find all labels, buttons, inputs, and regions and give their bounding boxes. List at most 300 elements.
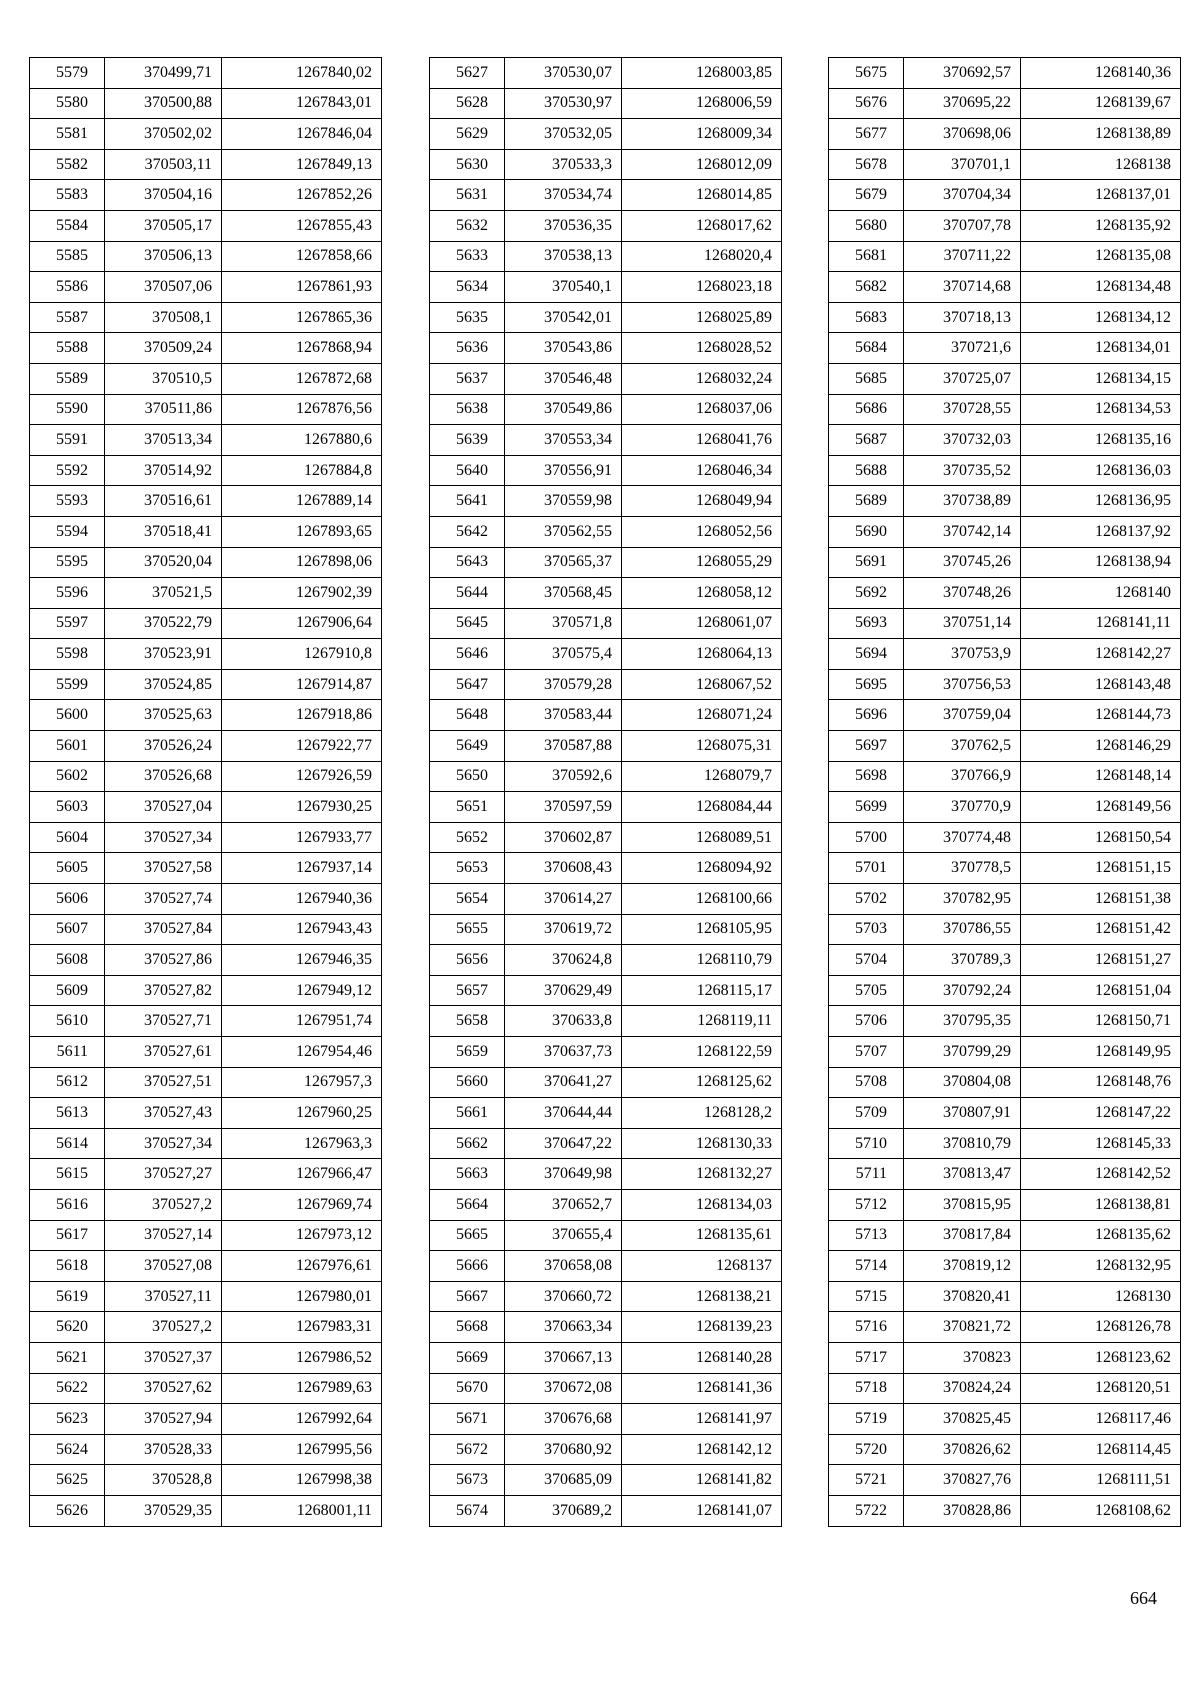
table-row — [829, 486, 1181, 517]
y-coordinate-cell: 1268014,85 — [622, 180, 782, 211]
table-row — [30, 425, 382, 456]
point-number-cell: 5623 — [30, 1404, 105, 1435]
table-row — [30, 1373, 382, 1404]
x-coordinate-cell: 370527,2 — [105, 1189, 222, 1220]
table-row — [430, 1342, 782, 1373]
x-coordinate-cell: 370527,34 — [105, 822, 222, 853]
point-number-cell: 5675 — [829, 58, 904, 89]
table-row — [30, 486, 382, 517]
point-number-cell: 5614 — [30, 1128, 105, 1159]
point-number-cell: 5678 — [829, 149, 904, 180]
point-number-cell: 5606 — [30, 884, 105, 915]
point-number-cell: 5636 — [430, 333, 505, 364]
y-coordinate-cell: 1267989,63 — [222, 1373, 382, 1404]
y-coordinate-cell: 1268146,29 — [1021, 731, 1181, 762]
x-coordinate-cell: 370524,85 — [105, 669, 222, 700]
point-number-cell: 5649 — [430, 731, 505, 762]
y-coordinate-cell: 1268134,48 — [1021, 272, 1181, 303]
table-row — [430, 669, 782, 700]
table-row — [30, 884, 382, 915]
y-coordinate-cell: 1268122,59 — [622, 1037, 782, 1068]
table-row — [430, 1251, 782, 1282]
point-number-cell: 5670 — [430, 1373, 505, 1404]
y-coordinate-cell: 1268136,03 — [1021, 455, 1181, 486]
x-coordinate-cell: 370778,5 — [904, 853, 1021, 884]
point-number-cell: 5645 — [430, 608, 505, 639]
y-coordinate-cell: 1268138,89 — [1021, 119, 1181, 150]
x-coordinate-cell: 370549,86 — [505, 394, 622, 425]
y-coordinate-cell: 1268135,08 — [1021, 241, 1181, 272]
point-number-cell: 5704 — [829, 945, 904, 976]
table-row — [430, 1006, 782, 1037]
y-coordinate-cell: 1268075,31 — [622, 731, 782, 762]
table-row — [30, 363, 382, 394]
point-number-cell: 5592 — [30, 455, 105, 486]
point-number-cell: 5626 — [30, 1495, 105, 1526]
y-coordinate-cell: 1267868,94 — [222, 333, 382, 364]
x-coordinate-cell: 370624,8 — [505, 945, 622, 976]
x-coordinate-cell: 370792,24 — [904, 975, 1021, 1006]
x-coordinate-cell: 370529,35 — [105, 1495, 222, 1526]
x-coordinate-cell: 370663,34 — [505, 1312, 622, 1343]
point-number-cell: 5630 — [430, 149, 505, 180]
table-row — [430, 58, 782, 89]
y-coordinate-cell: 1268111,51 — [1021, 1465, 1181, 1496]
x-coordinate-cell: 370644,44 — [505, 1098, 622, 1129]
x-coordinate-cell: 370513,34 — [105, 425, 222, 456]
table-row — [30, 639, 382, 670]
y-coordinate-cell: 1268145,33 — [1021, 1128, 1181, 1159]
y-coordinate-cell: 1268130 — [1021, 1281, 1181, 1312]
point-number-cell: 5597 — [30, 608, 105, 639]
point-number-cell: 5585 — [30, 241, 105, 272]
table-row — [829, 1098, 1181, 1129]
x-coordinate-cell: 370658,08 — [505, 1251, 622, 1282]
point-number-cell: 5664 — [430, 1189, 505, 1220]
table-row — [30, 1434, 382, 1465]
table-row — [829, 302, 1181, 333]
y-coordinate-cell: 1267937,14 — [222, 853, 382, 884]
x-coordinate-cell: 370528,33 — [105, 1434, 222, 1465]
point-number-cell: 5632 — [430, 210, 505, 241]
table-row — [829, 1037, 1181, 1068]
point-number-cell: 5712 — [829, 1189, 904, 1220]
x-coordinate-cell: 370799,29 — [904, 1037, 1021, 1068]
y-coordinate-cell: 1268151,15 — [1021, 853, 1181, 884]
x-coordinate-cell: 370530,97 — [505, 88, 622, 119]
x-coordinate-cell: 370813,47 — [904, 1159, 1021, 1190]
y-coordinate-cell: 1267884,8 — [222, 455, 382, 486]
point-number-cell: 5684 — [829, 333, 904, 364]
table-row — [829, 333, 1181, 364]
table-row — [430, 425, 782, 456]
point-number-cell: 5703 — [829, 914, 904, 945]
table-row — [829, 272, 1181, 303]
x-coordinate-cell: 370711,22 — [904, 241, 1021, 272]
x-coordinate-cell: 370608,43 — [505, 853, 622, 884]
y-coordinate-cell: 1267940,36 — [222, 884, 382, 915]
table-row — [30, 1281, 382, 1312]
y-coordinate-cell: 1268151,42 — [1021, 914, 1181, 945]
table-row — [829, 119, 1181, 150]
x-coordinate-cell: 370527,27 — [105, 1159, 222, 1190]
table-row — [30, 792, 382, 823]
point-number-cell: 5646 — [430, 639, 505, 670]
y-coordinate-cell: 1267951,74 — [222, 1006, 382, 1037]
table-row — [430, 975, 782, 1006]
table-row — [30, 1251, 382, 1282]
y-coordinate-cell: 1267914,87 — [222, 669, 382, 700]
y-coordinate-cell: 1268006,59 — [622, 88, 782, 119]
table-row — [30, 333, 382, 364]
point-number-cell: 5721 — [829, 1465, 904, 1496]
point-number-cell: 5640 — [430, 455, 505, 486]
table-row — [430, 272, 782, 303]
table-row — [829, 761, 1181, 792]
y-coordinate-cell: 1268136,95 — [1021, 486, 1181, 517]
y-coordinate-cell: 1268117,46 — [1021, 1404, 1181, 1435]
x-coordinate-cell: 370614,27 — [505, 884, 622, 915]
point-number-cell: 5637 — [430, 363, 505, 394]
table-row — [30, 547, 382, 578]
table-row — [430, 241, 782, 272]
x-coordinate-cell: 370759,04 — [904, 700, 1021, 731]
table-row — [430, 1098, 782, 1129]
x-coordinate-cell: 370597,59 — [505, 792, 622, 823]
table-row — [430, 1281, 782, 1312]
x-coordinate-cell: 370602,87 — [505, 822, 622, 853]
x-coordinate-cell: 370735,52 — [904, 455, 1021, 486]
point-number-cell: 5679 — [829, 180, 904, 211]
x-coordinate-cell: 370527,2 — [105, 1312, 222, 1343]
point-number-cell: 5587 — [30, 302, 105, 333]
table-row — [30, 1495, 382, 1526]
y-coordinate-cell: 1267983,31 — [222, 1312, 382, 1343]
x-coordinate-cell: 370592,6 — [505, 761, 622, 792]
x-coordinate-cell: 370562,55 — [505, 516, 622, 547]
x-coordinate-cell: 370534,74 — [505, 180, 622, 211]
x-coordinate-cell: 370732,03 — [904, 425, 1021, 456]
x-coordinate-cell: 370827,76 — [904, 1465, 1021, 1496]
point-number-cell: 5714 — [829, 1251, 904, 1282]
point-number-cell: 5701 — [829, 853, 904, 884]
y-coordinate-cell: 1268138 — [1021, 149, 1181, 180]
table-row — [430, 731, 782, 762]
table-row — [829, 853, 1181, 884]
x-coordinate-cell: 370522,79 — [105, 608, 222, 639]
x-coordinate-cell: 370704,34 — [904, 180, 1021, 211]
x-coordinate-cell: 370762,5 — [904, 731, 1021, 762]
table-row — [30, 1220, 382, 1251]
y-coordinate-cell: 1267872,68 — [222, 363, 382, 394]
y-coordinate-cell: 1268137,01 — [1021, 180, 1181, 211]
table-row — [430, 761, 782, 792]
y-coordinate-cell: 1268028,52 — [622, 333, 782, 364]
point-number-cell: 5677 — [829, 119, 904, 150]
y-coordinate-cell: 1268138,81 — [1021, 1189, 1181, 1220]
x-coordinate-cell: 370506,13 — [105, 241, 222, 272]
table-row — [829, 1404, 1181, 1435]
table-row — [829, 639, 1181, 670]
table-row — [430, 547, 782, 578]
point-number-cell: 5662 — [430, 1128, 505, 1159]
point-number-cell: 5584 — [30, 210, 105, 241]
point-number-cell: 5639 — [430, 425, 505, 456]
y-coordinate-cell: 1267858,66 — [222, 241, 382, 272]
coordinates-table-1 — [29, 57, 382, 1527]
point-number-cell: 5596 — [30, 578, 105, 609]
y-coordinate-cell: 1267876,56 — [222, 394, 382, 425]
x-coordinate-cell: 370795,35 — [904, 1006, 1021, 1037]
point-number-cell: 5653 — [430, 853, 505, 884]
x-coordinate-cell: 370527,11 — [105, 1281, 222, 1312]
y-coordinate-cell: 1268139,23 — [622, 1312, 782, 1343]
point-number-cell: 5716 — [829, 1312, 904, 1343]
point-number-cell: 5605 — [30, 853, 105, 884]
table-row — [430, 333, 782, 364]
table-row — [30, 455, 382, 486]
table-row — [829, 1495, 1181, 1526]
x-coordinate-cell: 370505,17 — [105, 210, 222, 241]
x-coordinate-cell: 370828,86 — [904, 1495, 1021, 1526]
y-coordinate-cell: 1267889,14 — [222, 486, 382, 517]
point-number-cell: 5674 — [430, 1495, 505, 1526]
table-row — [430, 700, 782, 731]
point-number-cell: 5619 — [30, 1281, 105, 1312]
point-number-cell: 5590 — [30, 394, 105, 425]
table-row — [30, 272, 382, 303]
y-coordinate-cell: 1267846,04 — [222, 119, 382, 150]
point-number-cell: 5608 — [30, 945, 105, 976]
table-row — [430, 945, 782, 976]
y-coordinate-cell: 1268135,62 — [1021, 1220, 1181, 1251]
y-coordinate-cell: 1267855,43 — [222, 210, 382, 241]
x-coordinate-cell: 370753,9 — [904, 639, 1021, 670]
table-row — [30, 1098, 382, 1129]
x-coordinate-cell: 370546,48 — [505, 363, 622, 394]
y-coordinate-cell: 1268105,95 — [622, 914, 782, 945]
table-row — [829, 1251, 1181, 1282]
y-coordinate-cell: 1268128,2 — [622, 1098, 782, 1129]
x-coordinate-cell: 370526,68 — [105, 761, 222, 792]
x-coordinate-cell: 370786,55 — [904, 914, 1021, 945]
x-coordinate-cell: 370518,41 — [105, 516, 222, 547]
y-coordinate-cell: 1268135,16 — [1021, 425, 1181, 456]
x-coordinate-cell: 370774,48 — [904, 822, 1021, 853]
y-coordinate-cell: 1268120,51 — [1021, 1373, 1181, 1404]
x-coordinate-cell: 370579,28 — [505, 669, 622, 700]
y-coordinate-cell: 1267995,56 — [222, 1434, 382, 1465]
table-row — [430, 1373, 782, 1404]
point-number-cell: 5616 — [30, 1189, 105, 1220]
point-number-cell: 5601 — [30, 731, 105, 762]
table-row — [829, 1465, 1181, 1496]
table-row — [30, 853, 382, 884]
point-number-cell: 5658 — [430, 1006, 505, 1037]
x-coordinate-cell: 370748,26 — [904, 578, 1021, 609]
point-number-cell: 5692 — [829, 578, 904, 609]
y-coordinate-cell: 1268012,09 — [622, 149, 782, 180]
x-coordinate-cell: 370527,43 — [105, 1098, 222, 1129]
point-number-cell: 5682 — [829, 272, 904, 303]
y-coordinate-cell: 1268067,52 — [622, 669, 782, 700]
point-number-cell: 5644 — [430, 578, 505, 609]
x-coordinate-cell: 370503,11 — [105, 149, 222, 180]
point-number-cell: 5593 — [30, 486, 105, 517]
table-row — [430, 119, 782, 150]
point-number-cell: 5715 — [829, 1281, 904, 1312]
table-row — [430, 853, 782, 884]
table-row — [829, 669, 1181, 700]
table-row — [829, 1159, 1181, 1190]
point-number-cell: 5588 — [30, 333, 105, 364]
point-number-cell: 5707 — [829, 1037, 904, 1068]
table-row — [829, 1281, 1181, 1312]
x-coordinate-cell: 370641,27 — [505, 1067, 622, 1098]
table-row — [30, 1128, 382, 1159]
point-number-cell: 5688 — [829, 455, 904, 486]
point-number-cell: 5719 — [829, 1404, 904, 1435]
point-number-cell: 5697 — [829, 731, 904, 762]
table-row — [430, 1495, 782, 1526]
table-row — [430, 1312, 782, 1343]
x-coordinate-cell: 370701,1 — [904, 149, 1021, 180]
y-coordinate-cell: 1268119,11 — [622, 1006, 782, 1037]
x-coordinate-cell: 370725,07 — [904, 363, 1021, 394]
x-coordinate-cell: 370728,55 — [904, 394, 1021, 425]
table-row — [30, 241, 382, 272]
point-number-cell: 5681 — [829, 241, 904, 272]
point-number-cell: 5624 — [30, 1434, 105, 1465]
x-coordinate-cell: 370742,14 — [904, 516, 1021, 547]
table-row — [30, 210, 382, 241]
x-coordinate-cell: 370649,98 — [505, 1159, 622, 1190]
y-coordinate-cell: 1267840,02 — [222, 58, 382, 89]
point-number-cell: 5594 — [30, 516, 105, 547]
x-coordinate-cell: 370525,63 — [105, 700, 222, 731]
y-coordinate-cell: 1268151,38 — [1021, 884, 1181, 915]
x-coordinate-cell: 370583,44 — [505, 700, 622, 731]
table-row — [30, 945, 382, 976]
point-number-cell: 5622 — [30, 1373, 105, 1404]
point-number-cell: 5607 — [30, 914, 105, 945]
table-row — [430, 578, 782, 609]
point-number-cell: 5602 — [30, 761, 105, 792]
table-row — [430, 1220, 782, 1251]
y-coordinate-cell: 1267930,25 — [222, 792, 382, 823]
x-coordinate-cell: 370542,01 — [505, 302, 622, 333]
x-coordinate-cell: 370556,91 — [505, 455, 622, 486]
x-coordinate-cell: 370637,73 — [505, 1037, 622, 1068]
table-row — [829, 1006, 1181, 1037]
y-coordinate-cell: 1268130,33 — [622, 1128, 782, 1159]
y-coordinate-cell: 1268150,54 — [1021, 822, 1181, 853]
y-coordinate-cell: 1267918,86 — [222, 700, 382, 731]
y-coordinate-cell: 1267969,74 — [222, 1189, 382, 1220]
table-row — [430, 394, 782, 425]
x-coordinate-cell: 370695,22 — [904, 88, 1021, 119]
x-coordinate-cell: 370559,98 — [505, 486, 622, 517]
x-coordinate-cell: 370692,57 — [904, 58, 1021, 89]
y-coordinate-cell: 1268148,76 — [1021, 1067, 1181, 1098]
y-coordinate-cell: 1267943,43 — [222, 914, 382, 945]
coordinates-table-2 — [429, 57, 782, 1527]
y-coordinate-cell: 1268134,03 — [622, 1189, 782, 1220]
point-number-cell: 5599 — [30, 669, 105, 700]
x-coordinate-cell: 370520,04 — [105, 547, 222, 578]
table-row — [30, 914, 382, 945]
y-coordinate-cell: 1268141,36 — [622, 1373, 782, 1404]
y-coordinate-cell: 1268149,95 — [1021, 1037, 1181, 1068]
point-number-cell: 5633 — [430, 241, 505, 272]
table-row — [829, 1220, 1181, 1251]
table-row — [430, 822, 782, 853]
x-coordinate-cell: 370502,02 — [105, 119, 222, 150]
point-number-cell: 5671 — [430, 1404, 505, 1435]
x-coordinate-cell: 370721,6 — [904, 333, 1021, 364]
point-number-cell: 5642 — [430, 516, 505, 547]
point-number-cell: 5699 — [829, 792, 904, 823]
x-coordinate-cell: 370633,8 — [505, 1006, 622, 1037]
point-number-cell: 5604 — [30, 822, 105, 853]
point-number-cell: 5706 — [829, 1006, 904, 1037]
y-coordinate-cell: 1268135,61 — [622, 1220, 782, 1251]
point-number-cell: 5579 — [30, 58, 105, 89]
y-coordinate-cell: 1267902,39 — [222, 578, 382, 609]
y-coordinate-cell: 1268023,18 — [622, 272, 782, 303]
y-coordinate-cell: 1268147,22 — [1021, 1098, 1181, 1129]
point-number-cell: 5702 — [829, 884, 904, 915]
x-coordinate-cell: 370825,45 — [904, 1404, 1021, 1435]
y-coordinate-cell: 1268064,13 — [622, 639, 782, 670]
point-number-cell: 5710 — [829, 1128, 904, 1159]
x-coordinate-cell: 370766,9 — [904, 761, 1021, 792]
point-number-cell: 5581 — [30, 119, 105, 150]
y-coordinate-cell: 1268138,94 — [1021, 547, 1181, 578]
table-row — [30, 394, 382, 425]
table-row — [430, 1067, 782, 1098]
y-coordinate-cell: 1268132,95 — [1021, 1251, 1181, 1282]
y-coordinate-cell: 1267976,61 — [222, 1251, 382, 1282]
y-coordinate-cell: 1268138,21 — [622, 1281, 782, 1312]
x-coordinate-cell: 370527,58 — [105, 853, 222, 884]
table-row — [829, 88, 1181, 119]
point-number-cell: 5705 — [829, 975, 904, 1006]
table-row — [430, 88, 782, 119]
y-coordinate-cell: 1268151,27 — [1021, 945, 1181, 976]
y-coordinate-cell: 1268049,94 — [622, 486, 782, 517]
y-coordinate-cell: 1267865,36 — [222, 302, 382, 333]
point-number-cell: 5708 — [829, 1067, 904, 1098]
point-number-cell: 5591 — [30, 425, 105, 456]
x-coordinate-cell: 370629,49 — [505, 975, 622, 1006]
table-row — [30, 578, 382, 609]
table-row — [829, 700, 1181, 731]
table-row — [30, 180, 382, 211]
point-number-cell: 5643 — [430, 547, 505, 578]
table-row — [30, 700, 382, 731]
y-coordinate-cell: 1268125,62 — [622, 1067, 782, 1098]
table-row — [30, 669, 382, 700]
point-number-cell: 5660 — [430, 1067, 505, 1098]
y-coordinate-cell: 1267946,35 — [222, 945, 382, 976]
point-number-cell: 5700 — [829, 822, 904, 853]
x-coordinate-cell: 370510,5 — [105, 363, 222, 394]
y-coordinate-cell: 1267980,01 — [222, 1281, 382, 1312]
point-number-cell: 5696 — [829, 700, 904, 731]
point-number-cell: 5673 — [430, 1465, 505, 1496]
point-number-cell: 5620 — [30, 1312, 105, 1343]
